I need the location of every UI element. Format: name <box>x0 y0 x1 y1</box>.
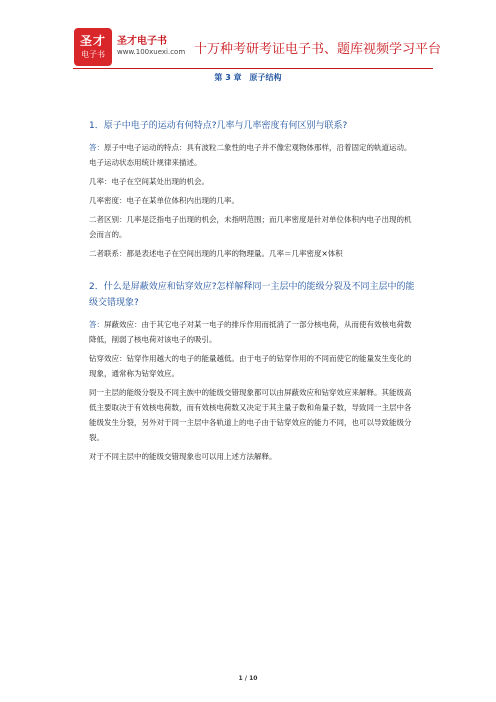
logo <box>74 28 112 66</box>
answer-2-explanation: 同一主层的能级分裂及不同主族中的能级交错现象都可以由屏蔽效应和钻穿效应来解释。其能级高低主要取决于有效核电荷数，而有效核电荷数又决定于其主量子数和角量子数，导致同一主层中各能级发生分裂，另外对于同一主层中各轨道上的电子由于钻穿效应的能力不同，也可以导致能级分裂。 <box>89 388 412 442</box>
logo-top-text: 圣才 <box>79 34 106 48</box>
page-number: 1 / 10 <box>238 675 258 682</box>
chapter-title: 第 3 章 原子结构 <box>214 73 282 82</box>
answer-1-difference: 二者区别：几率是泛指电子出现的机会，未指明范围；而几率密度是针对单位体积内电子出现的机会而言的。 <box>89 215 412 239</box>
section-gap <box>89 265 417 279</box>
answer-2-penetration: 钻穿效应：钻穿作用越大的电子的能量越低。由于电子的钻穿作用的不同而使它的能量发生变化的现象，通常称为钻穿效应。 <box>89 354 412 378</box>
answer-label: 答： <box>89 143 104 152</box>
header-slogan: 十万种考研考证电子书、题库视频学习平台 <box>194 42 442 57</box>
question-1: 1．原子中电子的运动有何特点?几率与几率密度有何区别与联系? <box>89 121 348 131</box>
answer-2-text: 屏蔽效应：由于其它电子对某一电子的排斥作用而抵消了一部分核电荷，从而使有效核电荷数降低，削弱了核电荷对该电子的吸引。 <box>89 320 412 344</box>
answer-1-relation: 二者联系：都是表述电子在空间出现的几率的物理量。几率＝几率密度×体积 <box>89 249 343 258</box>
page-header <box>0 0 496 68</box>
answer-1-paragraph <box>89 140 417 170</box>
document-body <box>89 118 417 468</box>
question-2: 2．什么是屏蔽效应和钻穿效应?怎样解释同一主层中的能级分裂及不同主层中的能级交错现象? <box>89 282 415 308</box>
header-divider <box>73 68 433 69</box>
answer-1-text: 原子中电子运动的特点：具有波粒二象性的电子并不像宏观物体那样，沿着固定的轨道运动。电子运动状态用统计规律来描述。 <box>89 143 412 167</box>
answer-2-paragraph <box>89 317 417 347</box>
logo-bottom-text: 电子书 <box>81 50 105 59</box>
brand-name: 圣才电子书 <box>117 36 167 47</box>
answer-1-probability: 几率：电子在空间某处出现的机会。 <box>89 177 209 186</box>
answer-2-conclusion: 对于不同主层中的能级交错现象也可以用上述方法解释。 <box>89 452 277 461</box>
brand-url[interactable]: www.100xuexi.com <box>117 48 186 56</box>
answer-1-probability-density: 几率密度：电子在某单位体积内出现的几率。 <box>89 196 239 205</box>
answer-label: 答： <box>89 320 104 329</box>
